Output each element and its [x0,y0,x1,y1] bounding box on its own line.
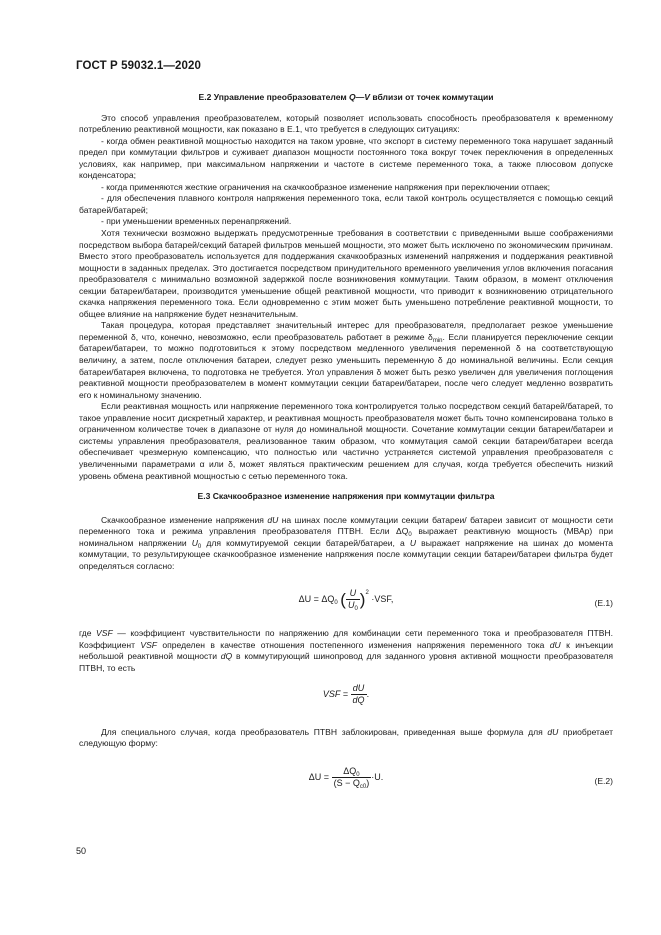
e2-paragraph-4: Если реактивная мощность или напряжение переменного тока контролируется только посредством секций батарей/батарей, то такое управление носит дискретный характер, и реактивная мощность преобразователя может быть точно компенсирована только в ограниченном количестве точек в диапазоне от нуля до номинальной мощности. Сочетание коммутации секции батареи/батареи и системы управления преобразователя, реализованное таким образом, что коммутация самой секции батареи/батареи всегда обеспечивает чрезмерную компенсацию, что полностью или частично устраняется системой управления преобразователя с увеличенными параметрами α или δ, может являться практическим решением для случая, когда требуется обеспечить низкий уровень обмена реактивной мощностью с сетью переменного тока. [79,401,613,481]
formula-vsf: VSF = $\frac{dU}{dQ}$ . [322,682,370,705]
e2-bullet-4: - при уменьшении временных перенапряжений. [101,216,292,227]
formula-e1: $\Delta U = \Delta Q_0$ ( $\frac{U}{U_0}$ )$^2$ ·VSF, (Е.1) [298,588,613,613]
e3-paragraph-1: Скачкообразное изменение напряжения dU на шинах после коммутации секции батареи/ батареи зависит от мощности сети переменного тока и режима управления преобразователя ПТВН. Если $\Delta Q_0$ выражает реактивную мощность (МВАр) при номинальном напряжении $U_0$ для коммутируемой секции батарей/батареи, а U выражает напряжение на шинах до момента коммутации, то результирующее скачкообразное изменение напряжения после коммутации секции батареи/батареи фильтра будет определяться согласно: [79,514,614,571]
e2-bullet-3: - для обеспечения плавного контроля напряжения переменного тока, если такой контроль осуществляется с помощью секций батарей/батарей; [79,193,613,215]
content [79,92,613,800]
e2-paragraph-2: Хотя технически возможно выдержать предусмотренные требования в соответствии с приведенными выше соображениями посредством выбора батарей/секций батарей фильтров меньшей мощности, это может быть исключено по экономическим причинам. Вместо этого преобразователь используется для поддержания скачкообразных изменений напряжения и поддержания реактивной мощности в заданных пределах. Это достигается посредством принудительного временного увеличения углов включения погасания преобразователя с минимально возможной задержкой после возникновения коммутации. Таким образом, в момент отключения секции батареи/батареи, производится уменьшение общей реактивной мощности, что приводит к возникновению отрицательного скачка напряжения переменного тока. Если одновременно с этим может быть уменьшено потребление реактивной мощности, то общее влияние на напряжение будет незначительным. [79,228,613,319]
e2-bullet-1: - когда обмен реактивной мощностью находится на таком уровне, что экспорт в систему переменного тока нарушает заданный предел при коммутации фильтров и суживает диапазон мощности постоянного тока вокруг точек переключения в определенных условиях, как например, при максимальном напряжении и частоте в системе переменного тока, а также плюсовом допуске конденсатора; [79,135,613,181]
page-number: 50 [76,846,87,856]
e2-bullet-2: - когда применяются жесткие ограничения на скачкообразное изменение напряжения при переключении отпаек; [101,181,551,192]
formula-e1-label: (Е.1) [594,598,613,609]
e3-paragraph-3: Для специального случая, когда преобразователь ПТВН заблокирован, приведенная выше формула для dU приобретает следующую форму: [79,726,614,749]
section-e2-title: Е.2 Управление преобразователем Q—V вблизи от точек коммутации [198,92,494,102]
formula-e2: ΔU = $\frac{\Delta Q_0}{(S - Q_{c0})}$ ·U. (Е.2) [308,765,613,790]
e2-paragraph-1: Это способ управления преобразователем, который позволяет использовать способность преобразователя к временному потреблению реактивной мощности, как показано в Е.1, что требуется в следующих ситуациях: [79,112,613,135]
formula-e2-label: (Е.2) [594,775,613,786]
e2-paragraph-3: Такая процедура, которая представляет значительный интерес для преобразователя, предполагает резкое уменьшение переменной δ, что, конечно, невозможно, если преобразователь работает в режиме $\delta_{min}$. Если планируется переключение секции батареи/батареи, то можно подготовиться к этому посредством медленного увеличения переменной δ на соответствующую величину, а затем, после отключения батареи, следует резко уменьшить переменную δ до номинальной величины. Если секция батареи/батарея включена, то подготовка не требуется. Угол управления δ может быть резко увеличен для увеличения поглощения реактивной мощности преобразователем в момент коммутации секции батареи/батареи, после чего следует медленно возвратить его к номинальному значению. [79,320,614,400]
doc-header: ГОСТ Р 59032.1—2020 [76,60,201,72]
section-e3-title: Е.3 Скачкообразное изменение напряжения при коммутации фильтра [197,491,495,502]
e3-paragraph-2: где VSF — коэффициент чувствительности по напряжению для комбинации сети переменного тока и преобразователя ПТВН. Коэффициент VSF определен в качестве отношения постепенного изменения напряжения переменного тока dU к инъекции небольшой реактивной мощности dQ в коммутирующий шинопровод для заданного уровня активной мощности преобразователя ПТВН, то есть [79,628,613,673]
